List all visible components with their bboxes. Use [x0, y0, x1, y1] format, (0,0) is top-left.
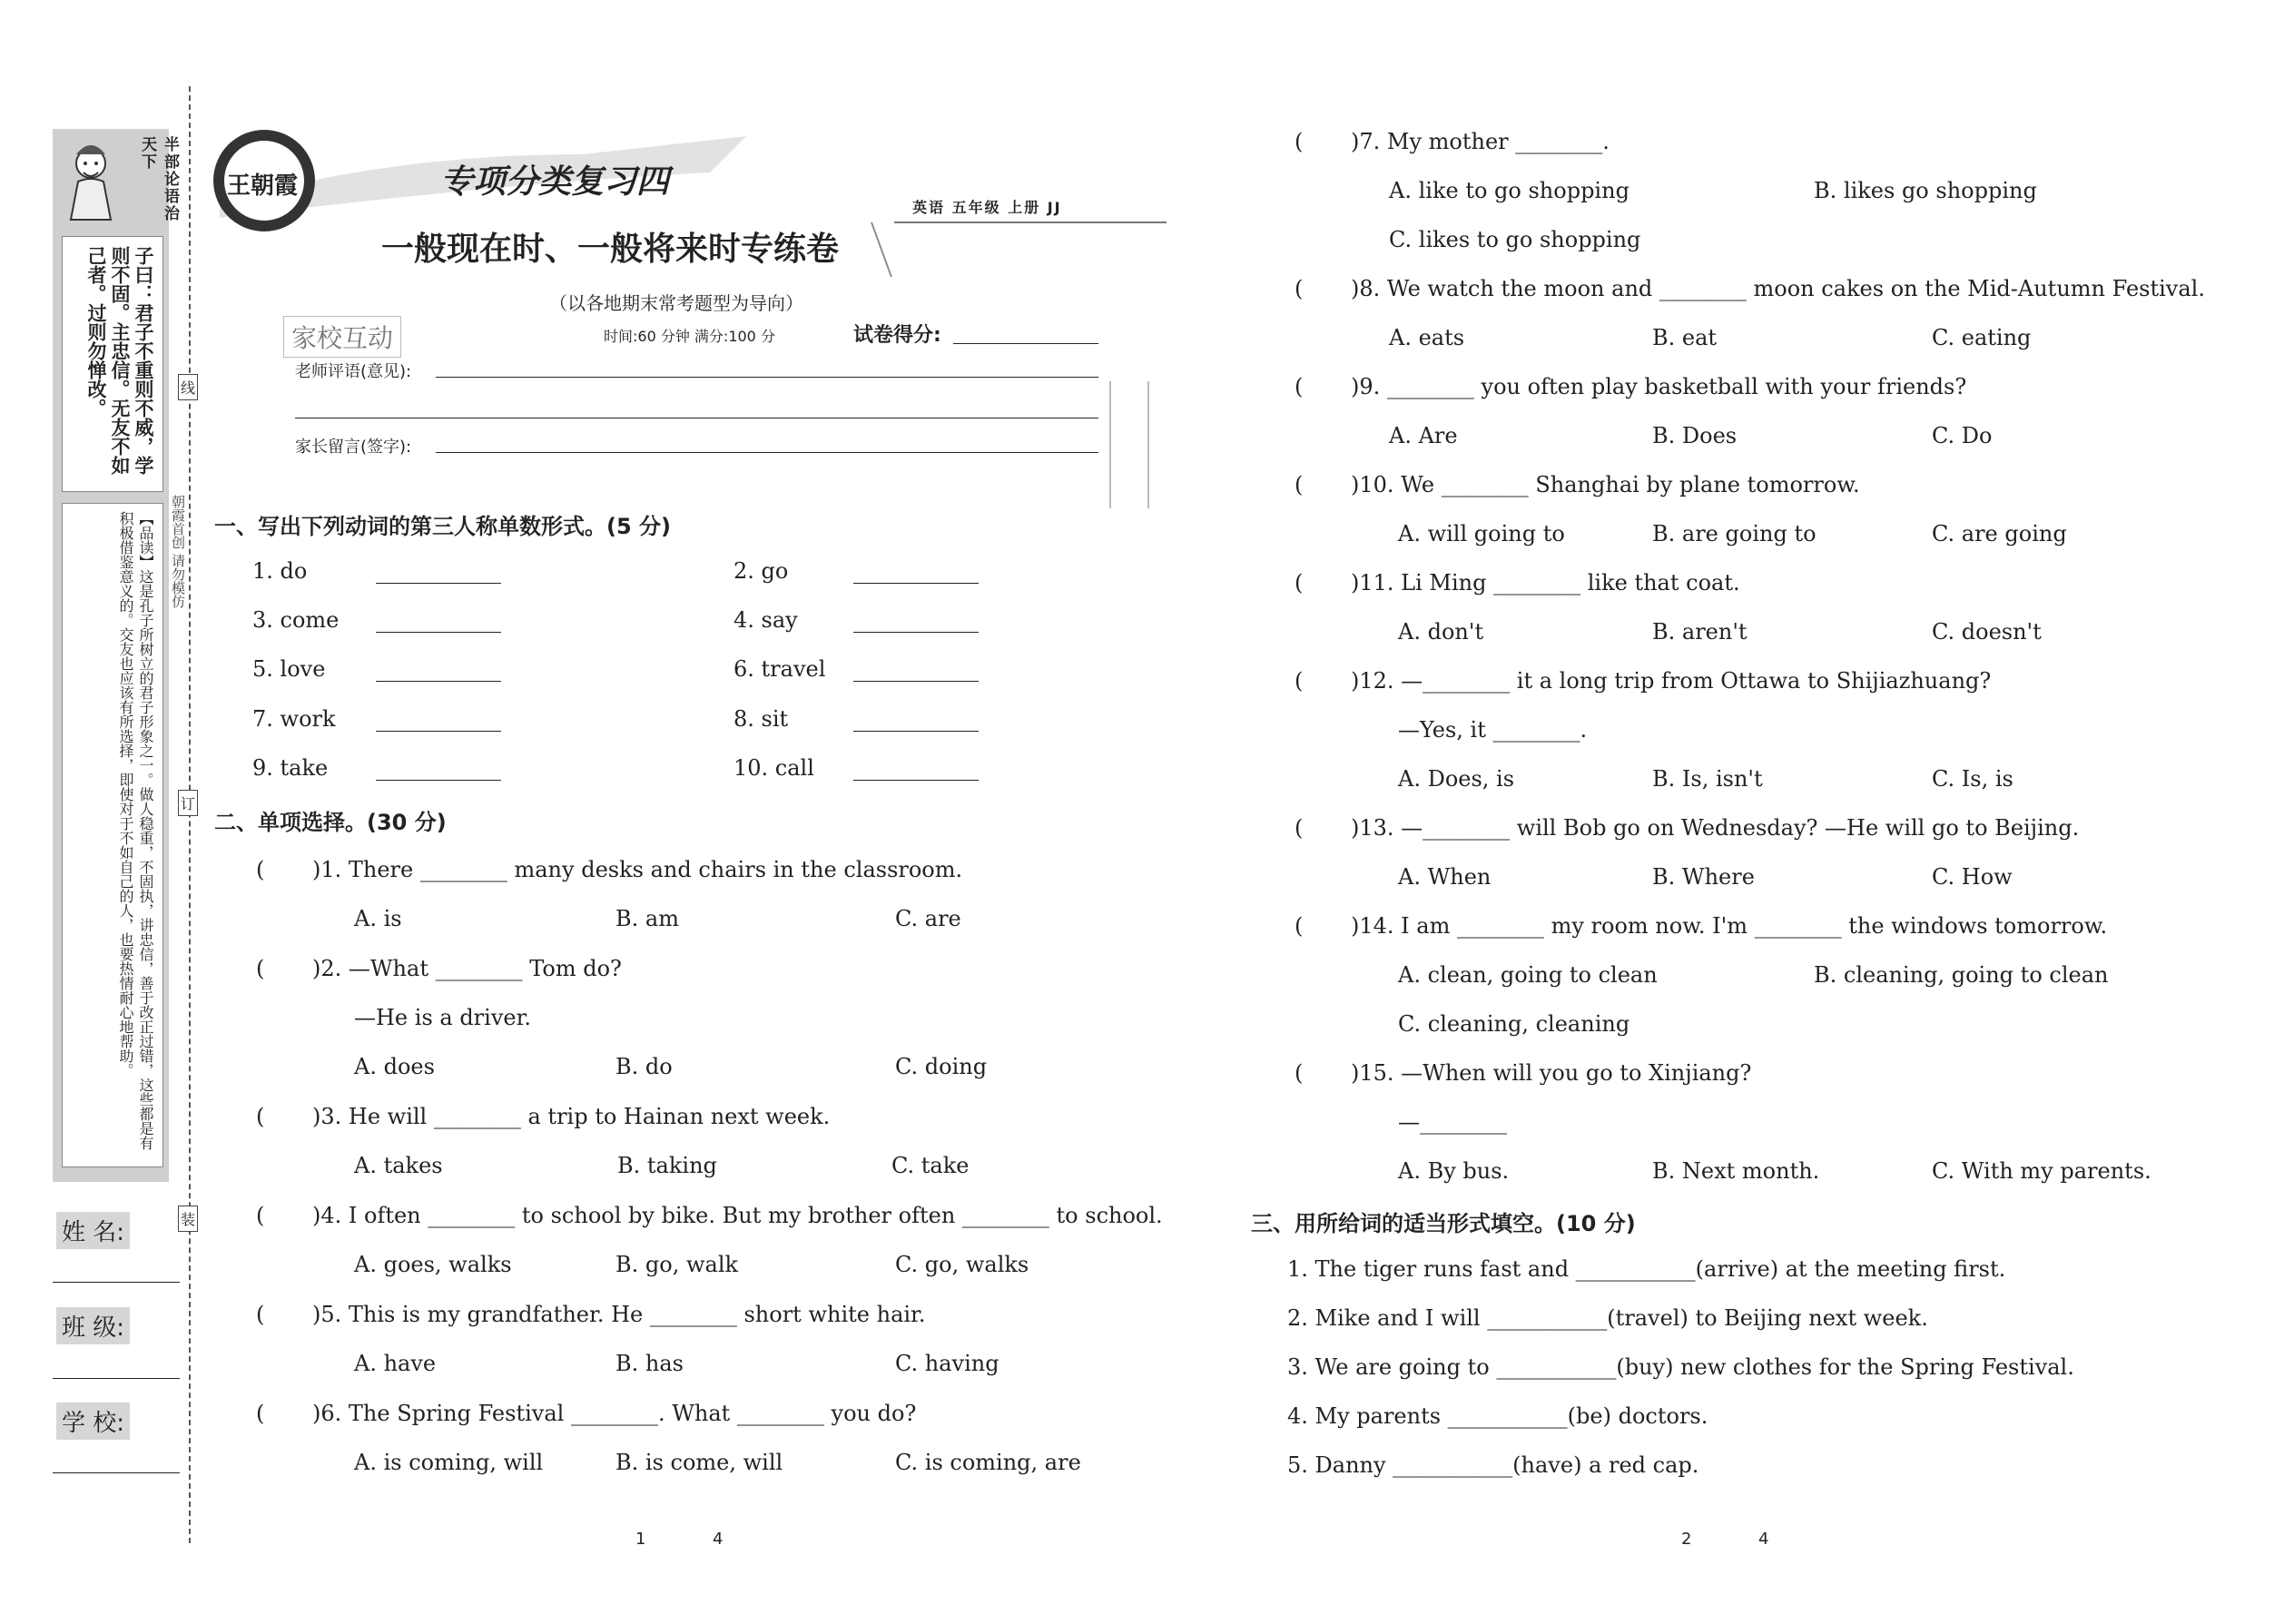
fill-item: 1. The tiger runs fast and ___________(arrive) at the meeting first. — [1287, 1256, 2006, 1282]
option-a[interactable]: A. like to go shopping — [1389, 178, 1629, 203]
option-a[interactable]: A. Does, is — [1398, 766, 1515, 792]
cut-mark-bind: 装 — [178, 1206, 198, 1232]
reading-box — [62, 503, 163, 1167]
question-stem: )15. —When will you go to Xinjiang? — [1351, 1060, 1752, 1086]
question-stem: )12. —________ it a long trip from Ottawa to Shijiazhuang? — [1351, 668, 1992, 694]
option-a[interactable]: A. will going to — [1398, 521, 1565, 546]
option-a[interactable]: A. is coming, will — [354, 1450, 544, 1475]
verb-answer-blank[interactable] — [376, 780, 501, 781]
verb-item: 6. travel — [733, 656, 826, 682]
option-a[interactable]: A. eats — [1389, 325, 1465, 350]
question-stem: )5. This is my grandfather. He ________ short white hair. — [312, 1302, 926, 1327]
option-c[interactable]: C. How — [1932, 864, 2013, 890]
series-title: 专项分类复习四 — [440, 163, 670, 201]
option-b[interactable]: B. is come, will — [615, 1450, 783, 1475]
question-line2: —________ — [1398, 1109, 1507, 1135]
answer-paren[interactable]: ( — [256, 857, 265, 882]
option-b[interactable]: B. eat — [1652, 325, 1718, 350]
question-7 — [1295, 129, 1610, 154]
logo — [211, 127, 318, 234]
question-14 — [1295, 913, 2107, 939]
verb-answer-blank[interactable] — [853, 780, 979, 781]
option-c[interactable]: C. likes to go shopping — [1389, 227, 1641, 252]
option-a[interactable]: A. takes — [354, 1153, 443, 1178]
option-c[interactable]: C. are going — [1932, 521, 2067, 546]
option-a[interactable]: A. is — [354, 906, 402, 931]
teacher-comment-label: 老师评语(意见): — [295, 362, 412, 381]
verb-item: 7. work — [252, 706, 336, 732]
page-title: 一般现在时、一般将来时专练卷 — [381, 231, 840, 268]
option-b[interactable]: B. Is, isn't — [1652, 766, 1763, 792]
option-a[interactable]: A. goes, walks — [354, 1252, 512, 1277]
answer-paren[interactable]: ( — [1295, 129, 1304, 154]
verb-item: 10. call — [733, 755, 814, 781]
answer-paren[interactable]: ( — [1295, 374, 1304, 399]
option-c[interactable]: C. take — [891, 1153, 970, 1178]
verb-answer-blank[interactable] — [376, 731, 501, 732]
score-label: 试卷得分: — [853, 324, 941, 347]
option-b[interactable]: B. do — [615, 1054, 673, 1079]
option-b[interactable]: B. likes go shopping — [1814, 178, 2037, 203]
class-label: 班 级: — [56, 1307, 130, 1344]
option-b[interactable]: B. Next month. — [1652, 1158, 1820, 1184]
school-field[interactable] — [53, 1472, 180, 1473]
answer-paren[interactable]: ( — [256, 1203, 265, 1228]
time-info: 时间:60 分钟 满分:100 分 — [604, 328, 775, 345]
verb-answer-blank[interactable] — [376, 632, 501, 633]
verb-answer-blank[interactable] — [376, 583, 501, 584]
question-5 — [256, 1302, 926, 1327]
option-a[interactable]: A. have — [354, 1351, 437, 1376]
section1-title: 一、写出下列动词的第三人称单数形式。(5 分) — [214, 514, 671, 539]
question-line2: —He is a driver. — [354, 1005, 532, 1030]
question-stem: )11. Li Ming ________ like that coat. — [1351, 570, 1740, 595]
score-field[interactable] — [953, 343, 1098, 344]
option-c[interactable]: C. are — [895, 906, 961, 931]
parent-comment-field[interactable] — [436, 452, 1098, 453]
option-b[interactable]: B. aren't — [1652, 619, 1748, 645]
option-a[interactable]: A. clean, going to clean — [1398, 962, 1658, 988]
question-line2: —Yes, it ________. — [1398, 717, 1588, 743]
answer-paren[interactable]: ( — [1295, 668, 1304, 694]
option-c[interactable]: C. cleaning, cleaning — [1398, 1011, 1630, 1037]
verb-answer-blank[interactable] — [853, 731, 979, 732]
verb-item: 9. take — [252, 755, 329, 781]
confucius-illustration — [58, 136, 129, 222]
section3-title: 三、用所给词的适当形式填空。(10 分) — [1251, 1211, 1636, 1236]
question-stem: )1. There ________ many desks and chairs in the classroom. — [312, 857, 963, 882]
meta-connector — [871, 222, 911, 277]
option-b[interactable]: B. Where — [1652, 864, 1755, 890]
answer-paren[interactable]: ( — [256, 1401, 265, 1426]
verb-item: 1. do — [252, 558, 308, 584]
page-total: 4 — [1758, 1530, 1769, 1549]
question-3 — [256, 1104, 830, 1129]
option-a[interactable]: A. When — [1398, 864, 1492, 890]
question-stem: )3. He will ________ a trip to Hainan next week. — [312, 1104, 831, 1129]
question-stem: )9. ________ you often play basketball with your friends? — [1351, 374, 1967, 399]
option-b[interactable]: B. Does — [1652, 423, 1738, 448]
cut-mark-order: 订 — [178, 790, 198, 816]
question-13 — [1295, 815, 2079, 841]
page-number: 1 — [635, 1530, 646, 1549]
question-stem: )2. —What ________ Tom do? — [312, 956, 622, 981]
question-stem: )7. My mother ________. — [1351, 129, 1610, 154]
option-c[interactable]: C. go, walks — [895, 1252, 1029, 1277]
fill-item: 5. Danny ___________(have) a red cap. — [1287, 1452, 1699, 1478]
motto-title: 半部论语治天下 — [138, 136, 179, 222]
quote-text: 子曰：君子不重则不威，学则不固。主忠信。无友不如己者。过则勿惮改。 — [85, 246, 154, 475]
option-c[interactable]: C. With my parents. — [1932, 1158, 2151, 1184]
question-stem: )8. We watch the moon and ________ moon cakes on the Mid-Autumn Festival. — [1351, 276, 2205, 301]
question-stem: )6. The Spring Festival ________. What ________ you do? — [312, 1401, 917, 1426]
verb-item: 2. go — [733, 558, 789, 584]
fill-item: 2. Mike and I will ___________(travel) to Beijing next week. — [1287, 1305, 1928, 1331]
answer-paren[interactable]: ( — [256, 1302, 265, 1327]
verb-answer-blank[interactable] — [853, 681, 979, 682]
question-10 — [1295, 472, 1860, 497]
page-total: 4 — [713, 1530, 724, 1549]
answer-paren[interactable]: ( — [256, 1104, 265, 1129]
fill-item: 3. We are going to ___________(buy) new clothes for the Spring Festival. — [1287, 1354, 2074, 1380]
verb-answer-blank[interactable] — [853, 583, 979, 584]
header-frame — [1109, 381, 1149, 508]
copyright-mark: 朝霞首创 请勿模仿 — [170, 495, 186, 608]
question-stem: )4. I often ________ to school by bike. But my brother often ________ to school. — [312, 1203, 1163, 1228]
reading-text: 【品读】这是孔子所树立的君子形象之一。做人稳重，不固执，讲忠信，善于改正过错，这些都是有积极借鉴意义的。交友也应该有所选择，即使对于不如自己的人，也要热情耐心地帮助。 — [117, 511, 154, 1150]
option-b[interactable]: B. taking — [617, 1153, 717, 1178]
meta-underline — [894, 221, 1167, 223]
school-label: 学 校: — [56, 1403, 130, 1440]
option-a[interactable]: A. Are — [1389, 423, 1458, 448]
teacher-comment-field[interactable] — [436, 377, 1098, 378]
option-c[interactable]: C. Is, is — [1932, 766, 2013, 792]
parent-comment-label: 家长留言(签字): — [295, 438, 412, 457]
name-field[interactable] — [53, 1282, 180, 1283]
answer-paren[interactable]: ( — [1295, 276, 1304, 301]
section2-title: 二、单项选择。(30 分) — [214, 810, 447, 835]
cut-mark-line: 线 — [178, 374, 198, 400]
question-9 — [1295, 374, 1966, 399]
home-school-label: 家校互动 — [283, 316, 401, 358]
question-stem: )13. —________ will Bob go on Wednesday? —He will go to Beijing. — [1351, 815, 2080, 841]
question-11 — [1295, 570, 1740, 595]
page-subtitle: （以各地期末常考题型为导向） — [549, 292, 803, 314]
option-b[interactable]: B. cleaning, going to clean — [1814, 962, 2109, 988]
question-4 — [256, 1203, 1163, 1228]
option-c[interactable]: C. doing — [895, 1054, 988, 1079]
page-number: 2 — [1681, 1530, 1692, 1549]
logo-text: 王朝霞 — [227, 172, 299, 200]
quote-box — [62, 236, 163, 492]
fill-item: 4. My parents ___________(be) doctors. — [1287, 1403, 1708, 1429]
verb-answer-blank[interactable] — [853, 632, 979, 633]
class-field[interactable] — [53, 1378, 180, 1379]
option-a[interactable]: A. don't — [1398, 619, 1484, 645]
answer-paren[interactable]: ( — [1295, 472, 1304, 497]
question-2 — [256, 956, 622, 981]
question-8 — [1295, 276, 2205, 301]
verb-item: 5. love — [252, 656, 326, 682]
verb-item: 4. say — [733, 607, 798, 633]
name-label: 姓 名: — [56, 1212, 130, 1249]
question-12 — [1295, 668, 1991, 694]
book-meta: 英语 五年级 上册 JJ — [912, 199, 1062, 216]
option-c[interactable]: C. eating — [1932, 325, 2032, 350]
option-a[interactable]: A. does — [354, 1054, 435, 1079]
answer-paren[interactable]: ( — [256, 956, 265, 981]
answer-paren[interactable]: ( — [1295, 815, 1304, 841]
option-c[interactable]: C. is coming, are — [895, 1450, 1081, 1475]
question-6 — [256, 1401, 916, 1426]
option-c[interactable]: C. Do — [1932, 423, 1993, 448]
option-c[interactable]: C. having — [895, 1351, 999, 1376]
question-stem: )14. I am ________ my room now. I'm ________ the windows tomorrow. — [1351, 913, 2108, 939]
option-b[interactable]: B. am — [615, 906, 679, 931]
verb-item: 3. come — [252, 607, 340, 633]
option-c[interactable]: C. doesn't — [1932, 619, 2042, 645]
question-stem: )10. We ________ Shanghai by plane tomorrow. — [1351, 472, 1860, 497]
answer-paren[interactable]: ( — [1295, 570, 1304, 595]
verb-item: 8. sit — [733, 706, 789, 732]
option-b[interactable]: B. has — [615, 1351, 684, 1376]
question-1 — [256, 857, 962, 882]
verb-answer-blank[interactable] — [376, 681, 501, 682]
option-b[interactable]: B. are going to — [1652, 521, 1816, 546]
answer-paren[interactable]: ( — [1295, 913, 1304, 939]
answer-paren[interactable]: ( — [1295, 1060, 1304, 1086]
option-b[interactable]: B. go, walk — [615, 1252, 739, 1277]
question-15 — [1295, 1060, 1751, 1086]
option-a[interactable]: A. By bus. — [1398, 1158, 1510, 1184]
